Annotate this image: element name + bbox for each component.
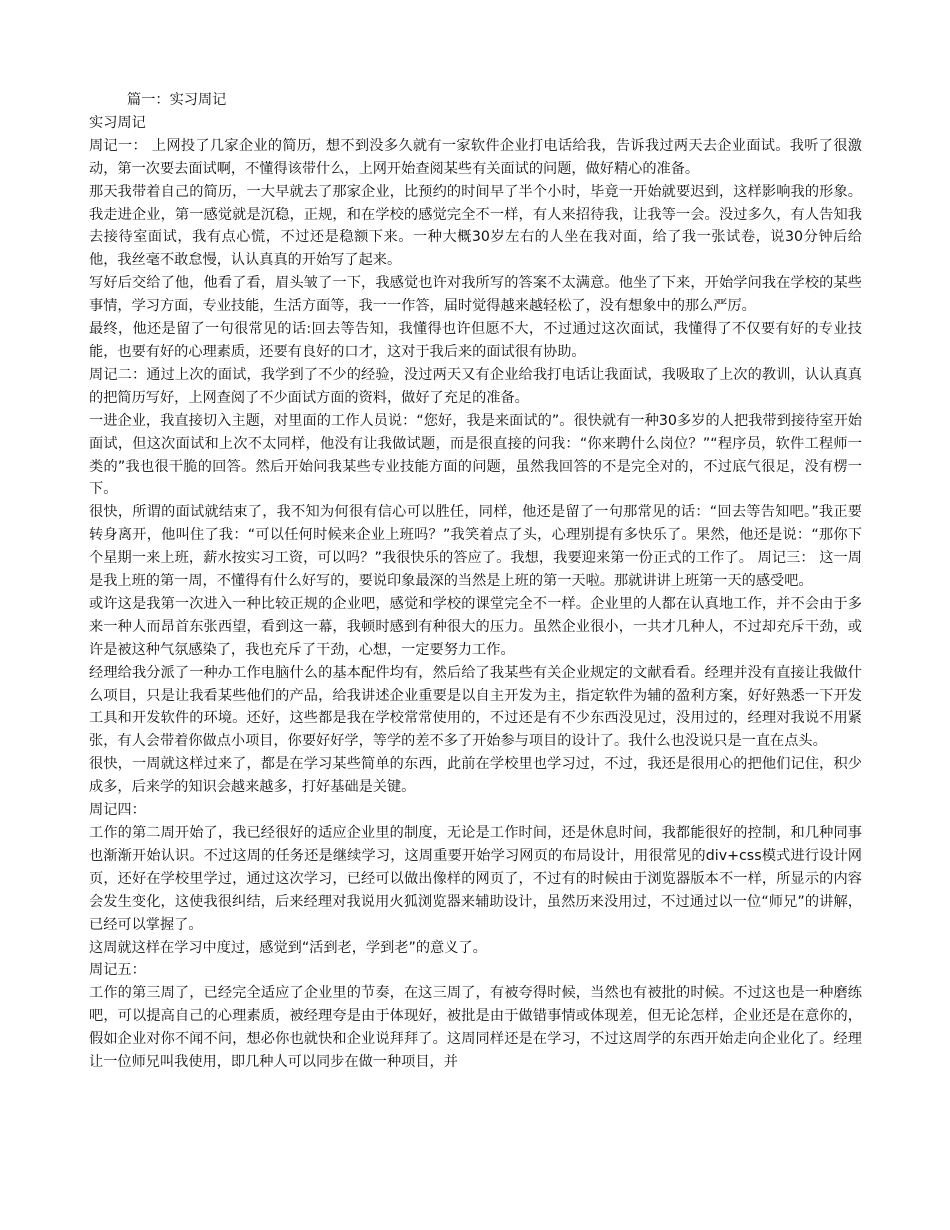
document-title: 篇一：实习周记 <box>127 92 227 108</box>
paragraph-1: 周记一： 上网投了几家企业的简历，想不到没多久就有一家软件企业打电话给我，告诉我过两天去企业面试。我听了很激动，第一次要去面试啊，不懂得该带什么，上网开始查阅某些有关面试的问题，做好精心的准备。 <box>89 137 862 177</box>
week4-heading: 周记四： <box>89 802 146 819</box>
paragraph-15: 工作的第三周了，已经完全适应了企业里的节奏，在这三周了，有被夸得时候，当然也有被批的时候。不过这也是一种磨练吧，可以提高自己的心理素质，被经理夸是由于体现好，被批是由于做错事情或体现差，但无论怎样，企业还是在意你的，假如企业对你不闻不问，想必你也就快和企业说拜拜了。这周同样还是在学习，不过这周学的东西开始走向企业化了。经理让一位师兄叫我使用，即几种人可以同步在做一种项目，并 <box>89 985 862 1071</box>
paragraph-5: 周记二：通过上次的面试，我学到了不少的经验，没过两天又有企业给我打电话让我面试，我吸取了上次的教训，认认真真的把简历写好，上网查阅了不少面试方面的资料，做好了充足的准备。 <box>89 366 862 406</box>
paragraph-9: 经理给我分派了一种办工作电脑什么的基本配件均有，然后给了我某些有关企业规定的文献看看。经理并没有直接让我做什么项目，只是让我看某些他们的产品，给我讲述企业重要是以自主开发为主，指定软件为辅的盈利方案，好好熟悉一下开发工具和开发软件的环境。还好，这些都是我在学校常常使用的，不过还是有不少东西没见过，没用过的，经理对我说不用紧张，有人会带着你做点小项目，你要好好学，等学的差不多了开始参与项目的设计了。我什么也没说只是一直在点头。 <box>89 664 862 750</box>
paragraph-12: 工作的第二周开始了，我已经很好的适应企业里的制度，无论是工作时间，还是休息时间，我都能很好的控制，和几种同事也渐渐开始认识。不过这周的任务还是继续学习，这周重要开始学习网页的布局设计，用很常见的div+css模式进行设计网页，还好在学校里学过，通过这次学习，已经可以做出像样的网页了，不过有的时候由于浏览器版本不一样，所显示的内容会发生变化，这使我很纠结，后来经理对我说用火狐浏览器来辅助设计，虽然历来没用过，不过通过以一位“师兄”的讲解，已经可以掌握了。 <box>89 825 862 933</box>
paragraph-2: 那天我带着自己的简历，一大早就去了那家企业，比预约的时间早了半个小时，毕竟一开始就要迟到，这样影响我的形象。我走进企业，第一感觉就是沉稳，正规，和在学校的感觉完全不一样，有人来招待我，让我等一会。没过多久，有人告知我去接待室面试，我有点心慌，不过还是稳额下来。一种大概30岁左右的人坐在我对面，给了我一张试卷，说30分钟后给他，我丝毫不敢怠慢，认认真真的开始写了起来。 <box>89 183 862 269</box>
document-body <box>89 89 862 1074</box>
paragraph-4: 最终，他还是留了一句很常见的话:回去等告知，我懂得也许但愿不大，不过通过这次面试，我懂得了不仅要有好的专业技能，也要有好的心理素质，还要有良好的口才，这对于我后来的面试很有协助。 <box>89 321 862 360</box>
paragraph-3: 写好后交给了他，他看了看，眉头皱了一下，我感觉也许对我所写的答案不太满意。他坐了下来，开始学问我在学校的某些事情，学习方面，专业技能，生活方面等，我一一作答，届时觉得越来越轻松了，没有想象中的那么严厉。 <box>89 275 862 315</box>
paragraph-13: 这周就这样在学习中度过，感觉到“活到老，学到老”的意义了。 <box>89 939 487 956</box>
paragraph-7: 很快，所谓的面试就结束了，我不知为何很有信心可以胜任，同样，他还是留了一句那常见的话：“回去等告知吧。”我正要转身离开，他叫住了我：“可以任何时候来企业上班吗？”我笑着点了头，心理别提有多快乐了。果然，他还是说：“那你下个星期一来上班，薪水按实习工资，可以吗？”我很快乐的答应了。我想，我要迎来第一份正式的工作了。 周记三： 这一周是我上班的第一周，不懂得有什么好写的，要说印象最深的当然是上班的第一天啦。那就讲讲上班第一天的感受吧。 <box>89 504 862 590</box>
paragraph-10: 很快，一周就这样过来了，都是在学习某些简单的东西，此前在学校里也学习过，不过，我还是很用心的把他们记住，积少成多，后来学的知识会越来越多，打好基础是关键。 <box>89 756 862 796</box>
document-subtitle: 实习周记 <box>89 114 146 131</box>
paragraph-8: 或许这是我第一次进入一种比较正规的企业吧，感觉和学校的课堂完全不一样。企业里的人都在认真地工作，并不会由于多来一种人而昂首东张西望，看到这一幕，我顿时感到有种很大的压力。虽然企业很小，一共才几种人，不过却充斥干劲，或许是被这种气氛感染了，我也充斥了干劲，心想，一定要努力工作。 <box>89 595 862 658</box>
paragraph-6: 一进企业，我直接切入主题，对里面的工作人员说：“您好，我是来面试的”。很快就有一种30多岁的人把我带到接待室开始面试，但这次面试和上次不太同样，他没有让我做试题，而是很直接的问我：“你来聘什么岗位？”“程序员，软件工程师一类的”我也很干脆的回答。然后开始问我某些专业技能方面的问题，虽然我回答的不是完全对的，不过底气很足，没有楞一下。 <box>89 412 862 498</box>
week5-heading: 周记五： <box>89 962 146 979</box>
